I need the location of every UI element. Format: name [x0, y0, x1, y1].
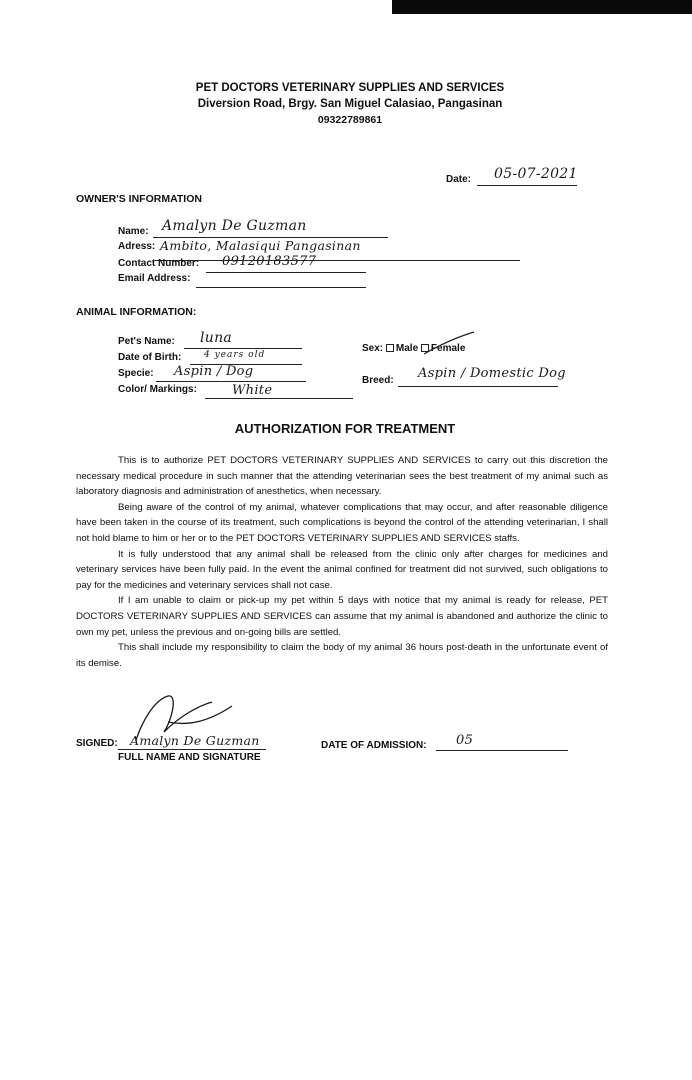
authorization-paragraph: This shall include my responsibility to claim the body of my animal 36 hours post-death in the unfortunate event of its demise. — [76, 642, 608, 669]
authorization-paragraph: Being aware of the control of my animal, whatever complications that may occur, and after reasonable diligence have been taken in the course of its treatment, such complications is beyond the control of the attending veterinarian, I shall not hold blame to him or her or to the PET DOCTORS VETERINARY SUPPLIES AND SERVICES staffs. — [76, 501, 608, 544]
signed-label: SIGNED: — [76, 738, 118, 749]
owner-address-line — [155, 260, 520, 261]
specie-value: Aspin / Dog — [174, 364, 254, 379]
company-address: Diversion Road, Brgy. San Miguel Calasiao, Pangasinan — [197, 98, 503, 110]
pet-name-label: Pet's Name: — [118, 336, 175, 347]
specie-line — [156, 381, 306, 382]
dob-value: 4 years old — [204, 350, 266, 360]
admission-label: DATE OF ADMISSION: — [321, 740, 427, 751]
authorization-paragraph: It is fully understood that any animal shall be released from the clinic only after charges for medicines and veterinary services have been fully paid. In the event the animal confined for treatment did not survived, such obligations to pay for the medicines and veterinary services shall not case. — [76, 548, 608, 591]
admission-value: 05 — [456, 733, 474, 748]
owner-contact-label: Contact Number: — [118, 258, 200, 269]
owner-name-label: Name: — [118, 226, 149, 237]
authorization-body — [76, 453, 608, 671]
pet-name-line — [184, 348, 302, 349]
date-value: 05-07-2021 — [494, 166, 578, 182]
authorization-paragraph: This is to authorize PET DOCTORS VETERINARY SUPPLIES AND SERVICES to carry out this discretion the necessary medical procedure in such manner that the attending veterinarian sees the best treatment of my animal such as laboratory diagnosis and administration of anesthetics, when necessary. — [76, 455, 608, 498]
animal-section-title: ANIMAL INFORMATION: — [76, 306, 197, 318]
color-label: Color/ Markings: — [118, 384, 197, 395]
date-label: Date: — [446, 174, 472, 185]
owner-section-title: OWNER'S INFORMATION — [76, 193, 202, 205]
breed-line — [398, 386, 558, 387]
admission-line — [436, 750, 568, 751]
date-line — [477, 185, 577, 186]
signed-value: Amalyn De Guzman — [130, 733, 260, 748]
breed-value: Aspin / Domestic Dog — [418, 366, 566, 381]
sex-male-checkbox[interactable] — [386, 344, 394, 352]
color-value: White — [232, 383, 273, 398]
color-line — [205, 398, 353, 399]
owner-address-value: Ambito, Malasiqui Pangasinan — [160, 238, 361, 253]
sex-male-label: Male — [395, 343, 419, 354]
specie-label: Specie: — [118, 368, 154, 379]
owner-email-line — [196, 287, 366, 288]
company-phone: 09322789861 — [317, 114, 383, 126]
dob-label: Date of Birth: — [118, 352, 182, 363]
owner-name-value: Amalyn De Guzman — [162, 218, 307, 234]
authorization-title: AUTHORIZATION FOR TREATMENT — [234, 421, 456, 436]
signature-caption: FULL NAME AND SIGNATURE — [118, 752, 261, 763]
signed-line — [118, 749, 266, 750]
scan-edge-shadow — [392, 0, 692, 14]
female-check-mark — [420, 330, 480, 358]
sex-label: Sex: — [362, 343, 384, 354]
owner-contact-value: 09120183577 — [222, 254, 317, 269]
company-name: PET DOCTORS VETERINARY SUPPLIES AND SERVICES — [195, 82, 505, 94]
breed-label: Breed: — [362, 375, 394, 386]
sex-female-label: Female — [430, 343, 466, 354]
authorization-paragraph: If I am unable to claim or pick-up my pet within 5 days with notice that my animal is ready for release, PET DOCTORS VETERINARY SUPPLIES AND SERVICES can assume that my animal is abandoned and authorize the clinic to own my pet, unless the previous and on-going bills are settled. — [76, 595, 608, 638]
owner-email-label: Email Address: — [118, 273, 191, 284]
owner-address-label: Adress: — [118, 241, 156, 252]
pet-name-value: luna — [200, 330, 233, 346]
owner-contact-line — [206, 272, 366, 273]
